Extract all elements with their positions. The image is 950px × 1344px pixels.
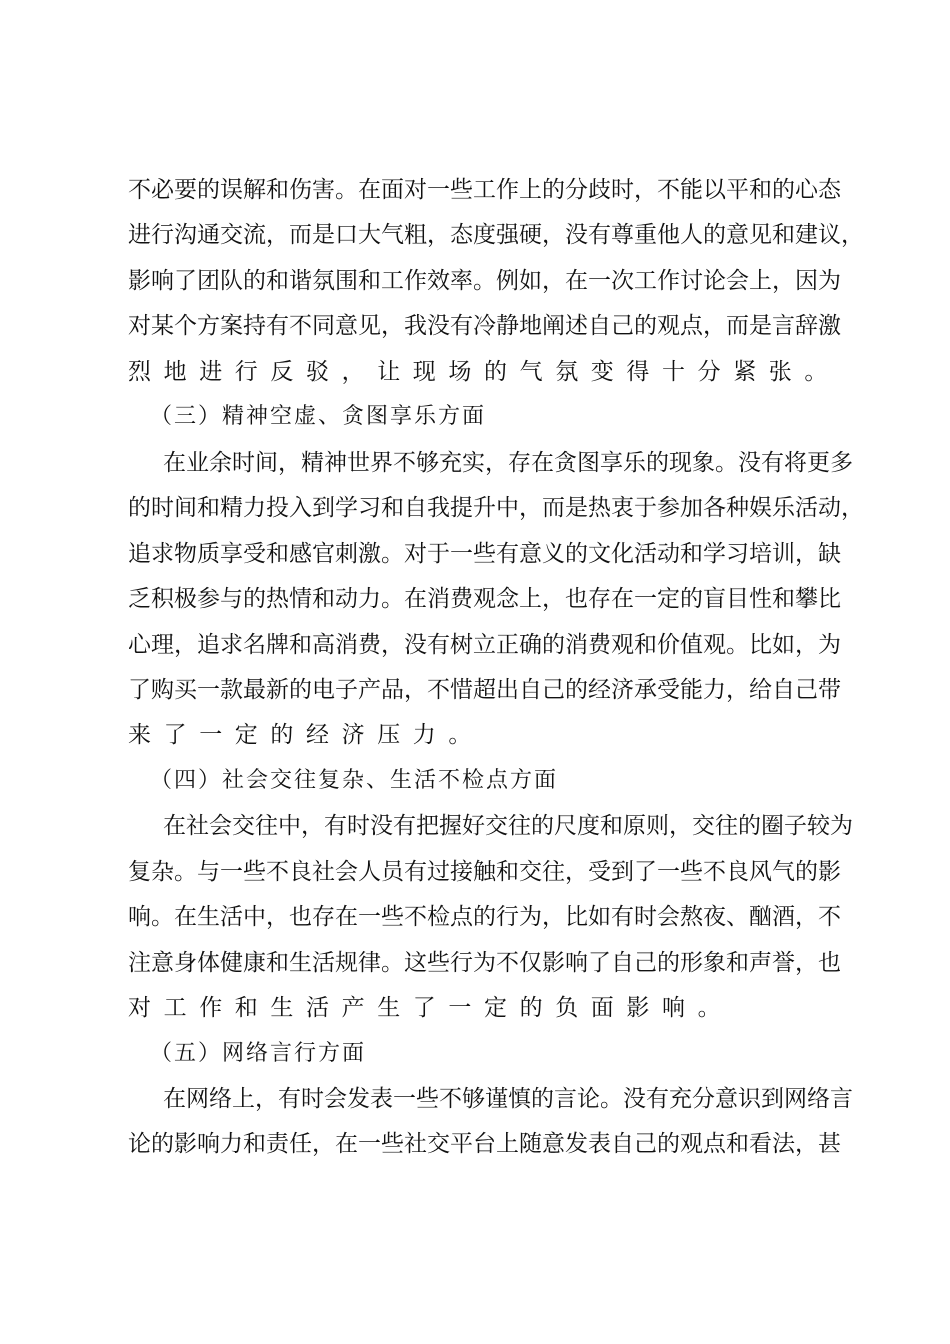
paragraph-line: 追求物质享受和感官刺激。对于一些有意义的文化活动和学习培训，缺: [128, 541, 841, 567]
paragraph-line: 来了一定的经济压力。: [128, 722, 484, 748]
paragraph-line: 影响了团队的和谐氛围和工作效率。例如，在一次工作讨论会上，因为: [128, 268, 841, 294]
paragraph-line: 响。在生活中，也存在一些不检点的行为，比如有时会熬夜、酗酒，不: [128, 904, 841, 930]
paragraph-line: 烈地进行反驳，让现场的气氛变得十分紧张。: [128, 359, 840, 385]
paragraph-line: 在网络上，有时会发表一些不够谨慎的言论。没有充分意识到网络言: [163, 1086, 853, 1112]
paragraph-line: 对某个方案持有不同意见，我没有冷静地阐述自己的观点，而是言辞激: [128, 313, 841, 339]
paragraph-line: 注意身体健康和生活规律。这些行为不仅影响了自己的形象和声誉，也: [128, 950, 841, 976]
paragraph-line: 进行沟通交流，而是口大气粗，态度强硬，没有尊重他人的意见和建议，: [128, 222, 864, 248]
section-heading: （四）社会交往复杂、生活不检点方面: [150, 768, 559, 793]
section-heading: （三）精神空虚、贪图享乐方面: [150, 404, 487, 429]
paragraph-line: 在业余时间，精神世界不够充实，存在贪图享乐的现象。没有将更多: [163, 450, 853, 476]
paragraph-line: 的时间和精力投入到学习和自我提升中，而是热衷于参加各种娱乐活动，: [128, 495, 864, 521]
paragraph-line: 乏积极参与的热情和动力。在消费观念上，也存在一定的盲目性和攀比: [128, 586, 841, 612]
paragraph-line: 在社会交往中，有时没有把握好交往的尺度和原则，交往的圈子较为: [163, 813, 853, 839]
paragraph-line: 了购买一款最新的电子产品，不惜超出自己的经济承受能力，给自己带: [128, 677, 841, 703]
section-heading: （五）网络言行方面: [150, 1041, 367, 1066]
paragraph-line: 复杂。与一些不良社会人员有过接触和交往，受到了一些不良风气的影: [128, 859, 841, 885]
paragraph-line: 心理，追求名牌和高消费，没有树立正确的消费观和价值观。比如，为: [128, 632, 841, 658]
paragraph-line: 论的影响力和责任，在一些社交平台上随意发表自己的观点和看法，甚: [128, 1131, 841, 1157]
paragraph-line: 对工作和生活产生了一定的负面影响。: [128, 995, 734, 1021]
paragraph-line: 不必要的误解和伤害。在面对一些工作上的分歧时，不能以平和的心态: [128, 177, 841, 203]
